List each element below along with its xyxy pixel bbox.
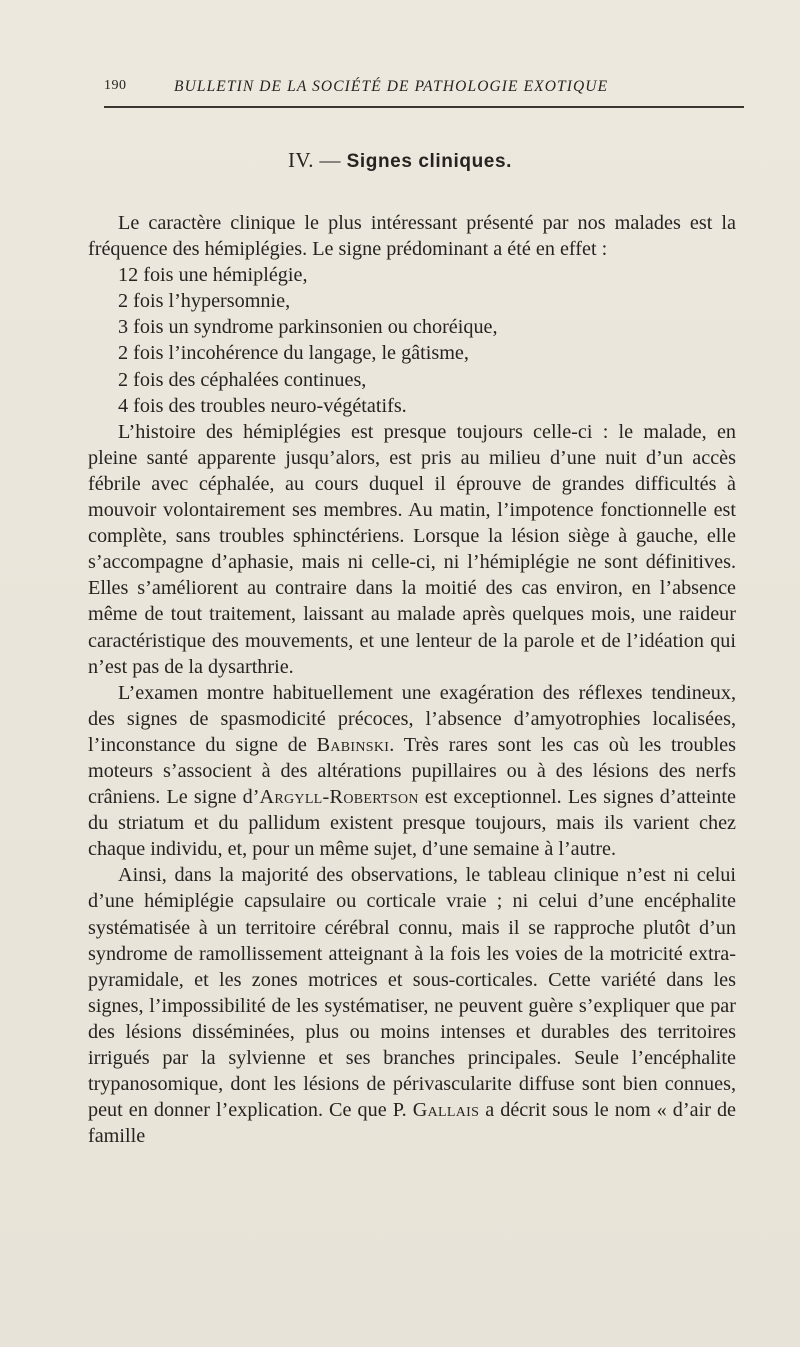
page-number: 190 — [104, 78, 127, 93]
sign-list — [88, 262, 736, 419]
section-dash: — — [319, 148, 341, 172]
paragraph-text: L’examen montre habituellement une exagération des réflexes tendineux, des signes de spasmodicité précoces, l’absence d’amyotrophies localisées, l’inconstance du signe de — [88, 681, 736, 756]
hemiplegia-history-paragraph: L’histoire des hémiplégies est presque toujours celle-ci : le malade, en pleine santé apparente jusqu’alors, est pris au milieu d’une nuit d’un accès fébrile avec céphalée, au cours duquel il éprouve de grandes difficultés à mouvoir volontairement ses membres. Au matin, l’impotence fonctionnelle est complète, sans troubles sphinctériens. Lorsque la lésion siège à gauche, elle s’accompagne d’aphasie, mais ni celle-ci, ni l’hémiplégie ne sont définitives. Elles s’améliorent au contraire dans la moitié des cas environ, en l’absence même de tout traitement, laissant au malade après quelques mois, une raideur caractéristique des mouvements, et une lenteur de la parole et de l’idéation qui n’est pas de la dysarthrie. — [88, 420, 736, 678]
list-item: 3 fois un syndrome parkinsonien ou choréique, — [118, 316, 498, 339]
list-item: 2 fois des céphalées continues, — [118, 368, 367, 391]
body-text — [88, 210, 736, 1149]
author-name: Babinski — [316, 733, 390, 756]
paragraph-text: Ainsi, dans la majorité des observations, le tableau clinique n’est ni celui d’une hémiplégie capsulaire ou corticale vraie ; ni celui d’une encéphalite systématisée à un territoire cérébral connu, mais il se rapproche plutôt d’un syndrome de ramollissement atteignant à la fois les voies de la motricité extra-pyramidale, et les zones motrices et sous-corticales. Cette variété dans les signes, l’impossibilité de les systématiser, ne peuvent guère s’expliquer que par des lésions disséminées, plus ou moins intenses et durables des territoires irrigués par la sylvienne et ses branches principales. Seule l’encéphalite trypanosomique, dont les lésions de périvascularite diffuse sont bien connues, peut en donner l’explication. Ce que P. — [88, 864, 736, 1122]
list-item: 2 fois l’hypersomnie, — [118, 290, 291, 313]
header-rule — [104, 106, 744, 108]
running-head — [104, 78, 744, 102]
section-heading — [0, 148, 800, 173]
list-item: 12 fois une hémiplégie, — [118, 264, 308, 287]
author-name: Gallais — [412, 1099, 480, 1122]
conclusion-paragraph — [88, 862, 736, 1149]
section-numeral: IV. — [287, 148, 314, 172]
journal-title: BULLETIN DE LA SOCIÉTÉ DE PATHOLOGIE EXOTIQUE — [174, 78, 609, 95]
examination-paragraph — [88, 680, 736, 863]
section-title: Signes cliniques. — [346, 151, 513, 172]
author-name: Argyll-Robertson — [259, 786, 419, 809]
paragraph-text: est exceptionnel. Les signes d’atteinte du striatum et du pallidum existent presque toujours, mais ils varient chez chaque individu, et, pour un même sujet, d’une semaine à l’autre. — [88, 786, 736, 861]
list-item: 2 fois l’incohérence du langage, le gâtisme, — [118, 342, 469, 365]
intro-paragraph: Le caractère clinique le plus intéressant présenté par nos malades est la fréquence des hémiplégies. Le signe prédominant a été en effet : — [88, 212, 736, 261]
list-item: 4 fois des troubles neuro-végétatifs. — [118, 394, 407, 417]
paragraph-text: . Très rares sont les cas où les troubles moteurs s’associent à des altérations pupillaires ou à des lésions des nerfs crâniens. Le signe d’ — [88, 733, 736, 809]
paragraph-text: a décrit sous le nom « d’air de famille — [88, 1099, 736, 1148]
